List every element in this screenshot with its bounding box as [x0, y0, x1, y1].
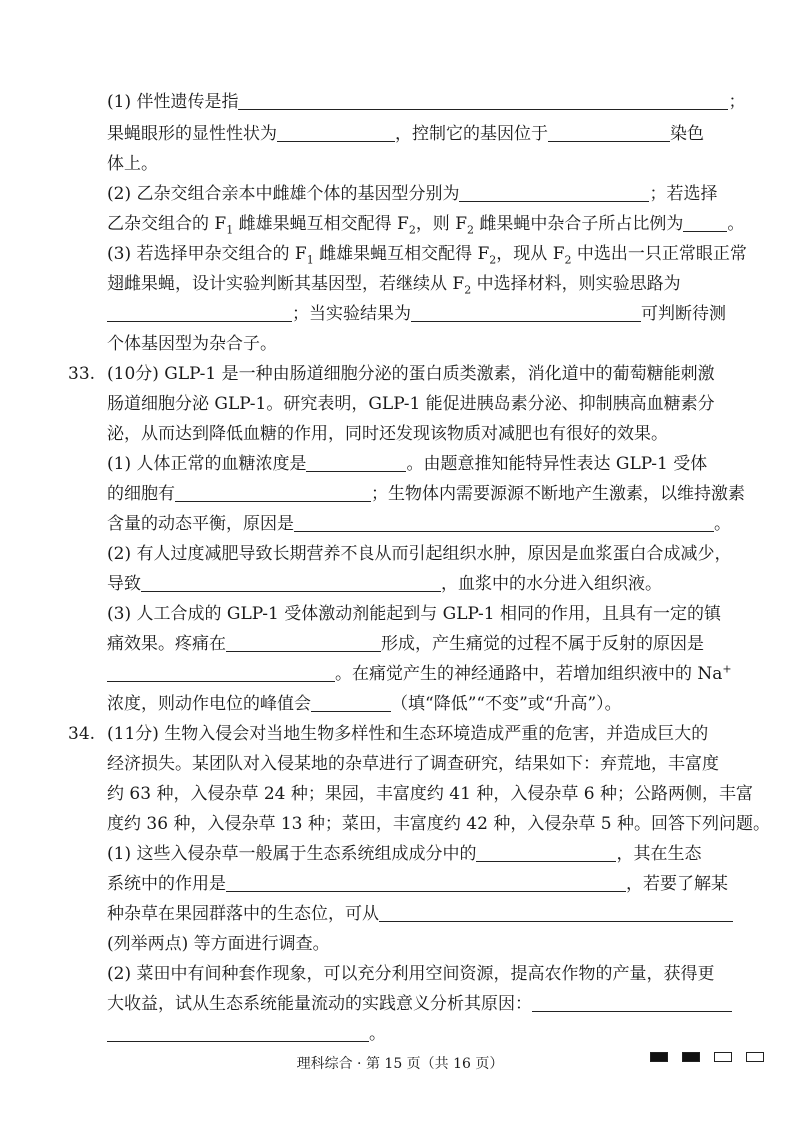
answer-blank[interactable] [107, 661, 335, 682]
q34-line-10: 大收益，试从生态系统能量流动的实践意义分析其原因： [107, 988, 732, 1022]
q34-line-3: 约 63 种，入侵杂草 24 种；果园，丰富度约 41 种，入侵杂草 6 种；公路两侧，丰富 [107, 784, 753, 804]
answer-blank[interactable] [141, 571, 441, 592]
q32-line-2: 果蝇眼形的显性性状为 ，控制它的基因位于 染色 [107, 118, 704, 152]
page-marks [650, 1052, 764, 1062]
answer-blank[interactable] [411, 301, 641, 322]
q33-line-1: (10分) GLP-1 是一种由肠道细胞分泌的蛋白质类激素，消化道中的葡萄糖能刺激 [107, 364, 715, 384]
q33-line-4: (1) 人体正常的血糖浓度是 。由题意推知能特异性表达 GLP-1 受体 [107, 448, 707, 482]
q33-line-9: (3) 人工合成的 GLP-1 受体激动剂能起到与 GLP-1 相同的作用，且具有一定的镇 [107, 604, 721, 624]
page-footer: 理科综合 · 第 15 页（共 16 页） [296, 1056, 504, 1072]
answer-blank[interactable] [107, 1021, 369, 1042]
answer-blank[interactable] [277, 121, 395, 142]
answer-blank[interactable] [294, 511, 714, 532]
answer-blank[interactable] [226, 871, 626, 892]
q32-line-3: 体上。 [107, 154, 158, 174]
filled-square-icon [682, 1052, 700, 1062]
answer-blank[interactable] [683, 211, 727, 232]
answer-blank[interactable] [548, 121, 670, 142]
answer-blank[interactable] [306, 451, 406, 472]
q32-line-9: 个体基因型为杂合子。 [107, 334, 277, 354]
q34-line-7: 种杂草在果园群落中的生态位，可从 [107, 898, 733, 932]
q34-line-8: (列举两点) 等方面进行调查。 [107, 934, 330, 954]
q33-line-2: 肠道细胞分泌 GLP-1。研究表明，GLP-1 能促进胰岛素分泌、抑制胰高血糖素分 [107, 394, 715, 414]
empty-square-icon [746, 1052, 764, 1062]
question-number-34: 34. [68, 724, 96, 744]
question-number-33: 33. [68, 364, 96, 384]
q34-line-4: 度约 36 种，入侵杂草 13 种；菜田，丰富度约 42 种，入侵杂草 5 种。回答下列问题。 [107, 814, 770, 834]
q32-line-4: (2) 乙杂交组合亲本中雌雄个体的基因型分别为 ；若选择 [107, 178, 717, 212]
q34-line-1: (11分) 生物入侵会对当地生物多样性和生态环境造成严重的危害，并造成巨大的 [107, 724, 709, 744]
q32-line-1: (1) 伴性遗传是指 ； [107, 86, 745, 120]
q34-line-2: 经济损失。某团队对入侵某地的杂草进行了调查研究，结果如下：弃荒地，丰富度 [107, 754, 719, 774]
q34-line-9: (2) 菜田中有间种套作现象，可以充分利用空间资源，提高农作物的产量，获得更 [107, 964, 715, 984]
q33-line-7: (2) 有人过度减肥导致长期营养不良从而引起组织水肿，原因是血浆蛋白合成减少， [107, 544, 732, 564]
answer-blank[interactable] [532, 991, 732, 1012]
q32-line-8: ；当实验结果为 可判断待测 [107, 298, 726, 332]
q34-line-6: 系统中的作用是 ，若要了解某 [107, 868, 728, 902]
q32-line-6: (3) 若选择甲杂交组合的 $F_1$ 雌雄果蝇互相交配得 $F_2$，现从 $F_2$ 中选出一只正常眼正常 [107, 244, 747, 267]
q34-line-11: 。 [107, 1018, 386, 1052]
q33-line-3: 泌，从而达到降低血糖的作用，同时还发现该物质对减肥也有很好的效果。 [107, 424, 668, 444]
answer-blank[interactable] [226, 631, 381, 652]
q32-line-5: 乙杂交组合的 $F_1$ 雌雄果蝇互相交配得 $F_2$，则 $F_2$ 雌果蝇中杂合子所占比例为 。 [107, 208, 744, 242]
answer-blank[interactable] [311, 691, 391, 712]
q33-line-8: 导致 ，血浆中的水分进入组织液。 [107, 568, 662, 602]
answer-blank[interactable] [238, 89, 728, 110]
q33-line-10: 痛效果。疼痛在 形成，产生痛觉的过程不属于反射的原因是 [107, 628, 704, 662]
q33-line-11: 。在痛觉产生的神经通路中，若增加组织液中的 Na+ [107, 658, 732, 692]
filled-square-icon [650, 1052, 668, 1062]
q33-line-12: 浓度，则动作电位的峰值会 （填“降低”“不变”或“升高”）。 [107, 688, 622, 722]
q34-line-5: (1) 这些入侵杂草一般属于生态系统组成成分中的 ，其在生态 [107, 838, 701, 872]
empty-square-icon [714, 1052, 732, 1062]
answer-blank[interactable] [379, 901, 733, 922]
answer-blank[interactable] [107, 301, 292, 322]
answer-blank[interactable] [175, 481, 371, 502]
answer-blank[interactable] [476, 841, 616, 862]
q33-line-5: 的细胞有 ；生物体内需要源源不断地产生激素，以维持激素 [107, 478, 745, 512]
answer-blank[interactable] [459, 181, 649, 202]
q33-line-6: 含量的动态平衡，原因是 。 [107, 508, 731, 542]
q32-line-7: 翅雌果蝇，设计实验判断其基因型，若继续从 $F_2$ 中选择材料，则实验思路为 [107, 274, 681, 297]
